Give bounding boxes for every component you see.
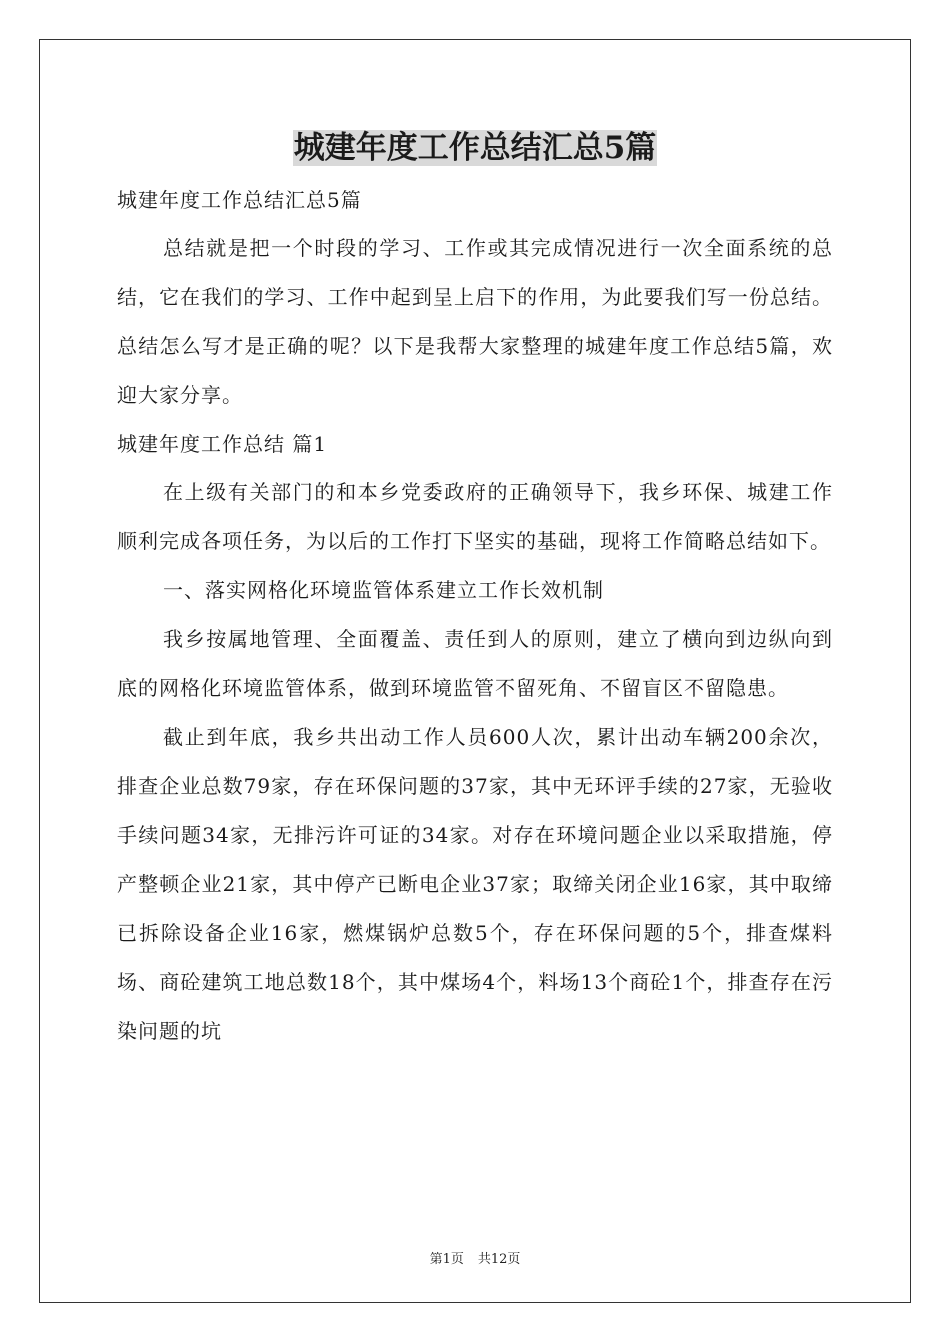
section-heading: 城建年度工作总结 篇1 — [117, 432, 328, 456]
page-number: 第1页 — [429, 1252, 464, 1267]
body-paragraph-2: 我乡按属地管理、全面覆盖、责任到人的原则，建立了横向到边纵向到底的网格化环境监管体系，做到环境监管不留死角、不留盲区不留隐患。 — [117, 627, 833, 700]
page-footer — [0, 1248, 950, 1267]
document-subtitle: 城建年度工作总结汇总5篇 — [117, 188, 362, 212]
body-paragraph-3: 截止到年底，我乡共出动工作人员600人次，累计出动车辆200余次，排查企业总数79家，存在环保问题的37家，其中无环评手续的27家，无验收手续问题34家，无排污许可证的34家。对存在环境问题企业以采取措施，停产整顿企业21家，其中停产已断电企业37家；取缔关闭企业16家，其中取缔已拆除设备企业16家，燃煤锅炉总数5个，存在环保问题的5个，排查煤料场、商砼建筑工地总数18个，其中煤场4个，料场13个商砼1个，排查存在污染问题的坑 — [117, 725, 833, 1043]
document-title — [0, 126, 950, 170]
body-paragraph-1: 在上级有关部门的和本乡党委政府的正确领导下，我乡环保、城建工作顺利完成各项任务，为以后的工作打下坚实的基础，现将工作简略总结如下。 — [117, 480, 833, 553]
document-title-text: 城建年度工作总结汇总5篇 — [293, 130, 657, 166]
intro-paragraph: 总结就是把一个时段的学习、工作或其完成情况进行一次全面系统的总结，它在我们的学习、工作中起到呈上启下的作用，为此要我们写一份总结。总结怎么写才是正确的呢？以下是我帮大家整理的城建年度工作总结5篇，欢迎大家分享。 — [117, 236, 833, 407]
subheading-1: 一、落实网格化环境监管体系建立工作长效机制 — [163, 578, 604, 602]
page-total: 共12页 — [477, 1252, 521, 1267]
document-body — [117, 176, 833, 1056]
